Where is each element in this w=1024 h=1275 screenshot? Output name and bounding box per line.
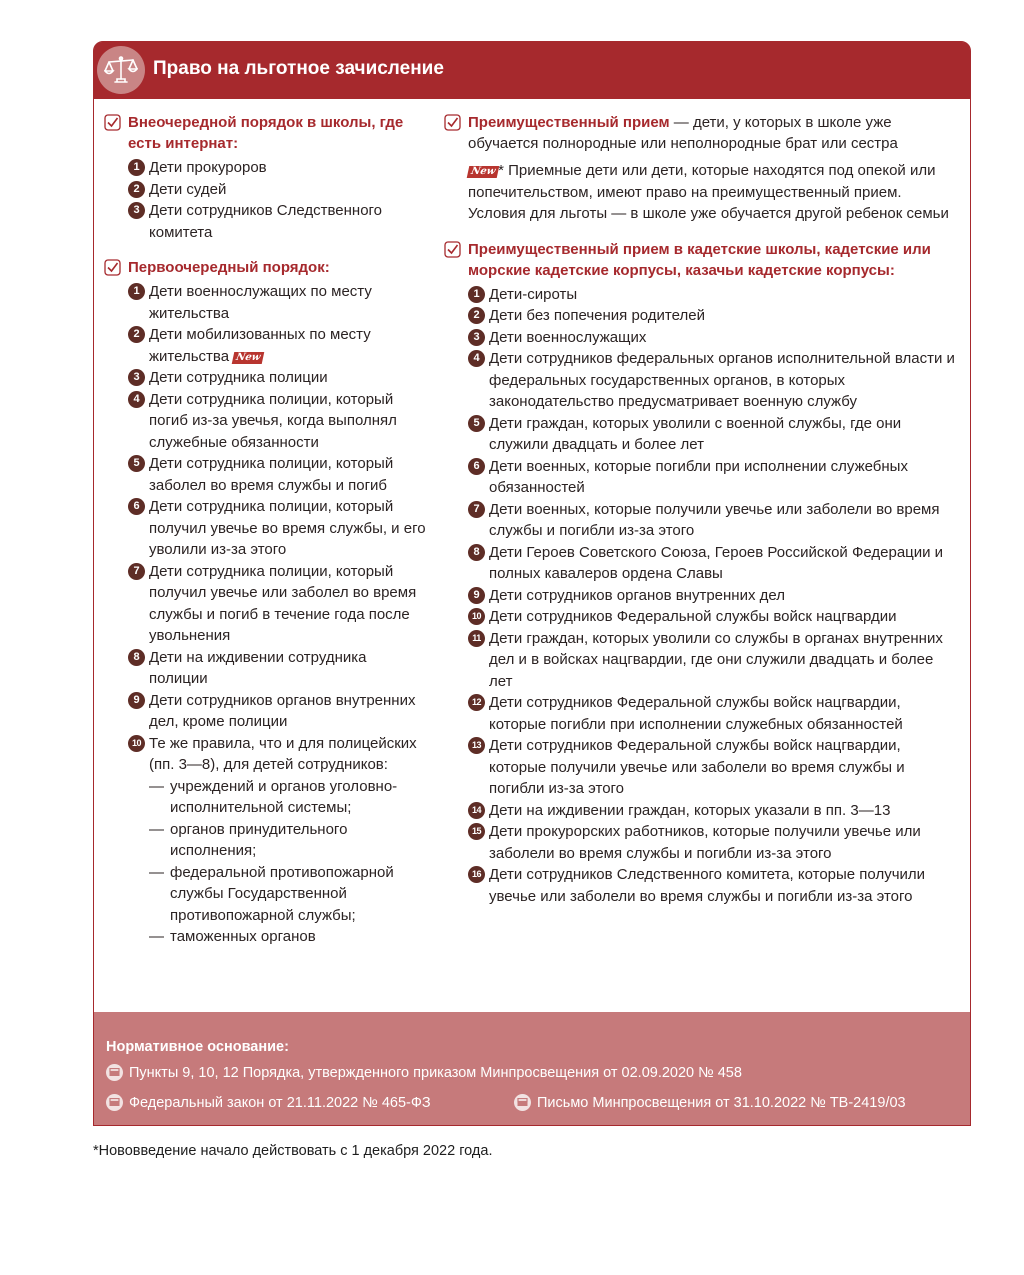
list-item: [468, 499, 956, 542]
sub-item-text: федеральной противопожарной службы Государственной противопожарной службы;: [170, 863, 394, 924]
sub-list-item: [149, 926, 426, 948]
number-badge-icon: 1: [128, 283, 145, 300]
list-item: [468, 542, 956, 585]
number-badge-icon: 13: [468, 737, 485, 754]
item-text: Дети военных, которые получили увечье или заболели во время службы и погибли из-за этого: [489, 500, 940, 539]
number-badge-icon: 4: [468, 350, 485, 367]
item-text: Дети сотрудников Федеральной службы войск нацгвардии: [489, 608, 897, 625]
section-description: — дети, у которых в школе уже обучается полнородные или неполнородные брат или сестра: [468, 114, 898, 152]
section-title: Первоочередный порядок:: [128, 259, 330, 276]
item-text: Дети граждан, которых уволили с военной службы, где они служили двадцать и более лет: [489, 414, 902, 453]
reference-text: Пункты 9, 10, 12 Порядка, утвержденного приказом Минпросвещения от 02.09.2020 № 458: [129, 1064, 742, 1081]
item-text: Дети сотрудника полиции: [149, 369, 328, 386]
item-text: Дети сотрудников Федеральной службы войск нацгвардии, которые получили увечье или заболели во время службы и погибли из-за этого: [489, 737, 905, 797]
section-title: Преимущественный прием: [468, 114, 670, 131]
list-item: [128, 179, 426, 201]
right-column: [444, 112, 956, 921]
item-text: Дети граждан, которых уволили со службы в органах внутренних дел и в войсках нацгвардии, где они служили двадцать и более лет: [489, 629, 943, 690]
sub-item-text: учреждений и органов уголовно-исполнительной системы;: [170, 777, 398, 816]
legal-reference: [514, 1094, 906, 1111]
section-title: Преимущественный прием в кадетские школы, кадетские или морские кадетские корпусы, казачьи кадетские корпусы:: [468, 240, 931, 279]
item-text: Дети сотрудников органов внутренних дел: [489, 586, 785, 604]
item-text: Дети военнослужащих по месту жительства: [149, 283, 372, 322]
number-badge-icon: 16: [468, 866, 485, 883]
reference-text: Письмо Минпросвещения от 31.10.2022 № ТВ-2419/03: [537, 1094, 906, 1111]
item-text: Дети прокуроров: [149, 159, 267, 176]
item-text: Дети сотрудника полиции, который погиб из-за увечья, когда выполнял служебные обязанности: [149, 390, 397, 451]
number-badge-icon: 2: [468, 307, 485, 324]
number-badge-icon: 6: [468, 458, 485, 475]
list-item: [128, 453, 426, 496]
number-badge-icon: 10: [128, 735, 145, 752]
sub-list-item: [149, 819, 426, 862]
footnote: *Нововведение начало действовать с 1 декабря 2022 года.: [93, 1143, 493, 1159]
sub-item-text: таможенных органов: [170, 928, 316, 945]
item-text: Дети прокурорских работников, которые получили увечье или заболели во время службы и погибли из-за этого: [489, 823, 921, 862]
item-text: Дети сотрудника полиции, который получил увечье или заболел во время службы и погиб в течение года после увольнения: [149, 562, 417, 644]
sub-item-text: органов принудительного исполнения;: [170, 820, 348, 859]
list-item: [468, 284, 956, 306]
number-badge-icon: 4: [128, 391, 145, 408]
list-item: [128, 561, 426, 647]
list-item: [468, 864, 956, 907]
checkbox-icon: [444, 241, 461, 258]
item-list: [128, 281, 426, 948]
number-badge-icon: 9: [128, 692, 145, 709]
new-note: [468, 160, 956, 225]
dash-bullet-icon: —: [149, 928, 164, 945]
dash-bullet-icon: —: [149, 777, 164, 795]
section-title: Внеочередной порядок в школы, где есть интернат:: [128, 114, 404, 152]
list-item: [468, 348, 956, 413]
number-badge-icon: 1: [128, 159, 145, 176]
number-badge-icon: 6: [128, 498, 145, 515]
number-badge-icon: 2: [128, 181, 145, 198]
number-badge-icon: 14: [468, 802, 485, 819]
item-text: Дети сотрудников федеральных органов исполнительной власти и федеральных государственных органов, в которых законодательство предусматривает военную службу: [489, 350, 955, 410]
list-item: [128, 324, 426, 367]
number-badge-icon: 7: [128, 563, 145, 580]
section-cadet: [444, 239, 956, 908]
note-text: * Приемные дети или дети, которые находятся под опекой или попечительством, имеют право на преимущественный прием. Условия для льготы — в школе уже обучается другой ребенок семьи: [468, 162, 949, 222]
number-badge-icon: 3: [128, 369, 145, 386]
dash-bullet-icon: —: [149, 820, 164, 838]
number-badge-icon: 7: [468, 501, 485, 518]
list-item: [468, 821, 956, 864]
item-list: [468, 284, 956, 908]
item-text: Дети сотрудника полиции, который получил увечье во время службы, и его уволили из-за этого: [149, 498, 426, 558]
list-item: [128, 647, 426, 690]
new-badge: New: [232, 352, 265, 364]
scales-icon: [97, 46, 145, 94]
item-text: Дети на иждивении сотрудника полиции: [149, 648, 367, 687]
section-text: [468, 112, 956, 154]
number-badge-icon: 3: [468, 329, 485, 346]
card-header: [94, 42, 970, 99]
item-text: Дети Героев Советского Союза, Героев Российской Федерации и полных кавалеров ордена Славы: [489, 543, 944, 582]
list-item: [468, 692, 956, 735]
reference-text: Федеральный закон от 21.11.2022 № 465-ФЗ: [129, 1094, 431, 1111]
number-badge-icon: 3: [128, 202, 145, 219]
sub-list-item: [149, 862, 426, 927]
list-item: [128, 496, 426, 561]
card-title: Право на льготное зачисление: [153, 58, 444, 79]
item-text: Дети мобилизованных по месту жительства: [149, 326, 371, 365]
list-item: [468, 327, 956, 349]
item-text: Дети сотрудников Следственного комитета, которые получили увечье или заболели во время службы и погибли из-за этого: [489, 866, 926, 905]
list-item: [468, 800, 956, 822]
item-text: Те же правила, что и для полицейских (пп. 3—8), для детей сотрудников:: [149, 734, 417, 773]
item-text: Дети без попечения родителей: [489, 307, 705, 324]
list-item: [468, 305, 956, 327]
item-text: Дети сотрудников Следственного комитета: [149, 202, 383, 241]
number-badge-icon: 8: [468, 544, 485, 561]
left-column: [104, 112, 426, 962]
item-text: Дети судей: [149, 180, 227, 198]
list-item: [128, 389, 426, 454]
legal-basis-footer: [94, 1012, 970, 1125]
checkbox-icon: [104, 259, 121, 276]
item-text: Дети сотрудников Федеральной службы войск нацгвардии, которые погибли при исполнении служебных обязанностей: [489, 694, 903, 733]
list-item: [128, 690, 426, 733]
list-item: [468, 606, 956, 628]
list-item: [128, 200, 426, 243]
scalloped-edge: [94, 1006, 970, 1018]
section-priority: [104, 257, 426, 948]
item-text: Дети на иждивении граждан, которых указали в пп. 3—13: [489, 801, 891, 819]
item-list: [128, 157, 426, 243]
list-item: [128, 733, 426, 948]
number-badge-icon: 11: [468, 630, 485, 647]
number-badge-icon: 5: [468, 415, 485, 432]
item-text: Дети-сироты: [489, 285, 578, 303]
document-icon: [514, 1094, 531, 1111]
section-preferential: [444, 112, 956, 225]
new-badge: New: [467, 166, 500, 178]
number-badge-icon: 5: [128, 455, 145, 472]
list-item: [128, 367, 426, 389]
number-badge-icon: 2: [128, 326, 145, 343]
item-text: Дети сотрудников органов внутренних дел, кроме полиции: [149, 691, 416, 730]
item-text: Дети военнослужащих: [489, 328, 647, 346]
number-badge-icon: 8: [128, 649, 145, 666]
list-item: [468, 456, 956, 499]
list-item: [468, 413, 956, 456]
dash-bullet-icon: —: [149, 863, 164, 881]
document-icon: [106, 1064, 123, 1081]
number-badge-icon: 12: [468, 694, 485, 711]
item-text: Дети сотрудника полиции, который заболел во время службы и погиб: [149, 455, 394, 494]
sub-list-item: [149, 776, 426, 819]
document-icon: [106, 1094, 123, 1111]
list-item: [468, 585, 956, 607]
checkbox-icon: [444, 114, 461, 131]
list-item: [128, 281, 426, 324]
number-badge-icon: 1: [468, 286, 485, 303]
list-item: [468, 735, 956, 800]
legal-reference: [106, 1094, 431, 1111]
checkbox-icon: [104, 114, 121, 131]
benefits-card: [93, 41, 971, 1126]
section-extraordinary: [104, 112, 426, 243]
list-item: [468, 628, 956, 693]
footer-title: Нормативное основание:: [106, 1039, 289, 1055]
list-item: [128, 157, 426, 179]
number-badge-icon: 15: [468, 823, 485, 840]
number-badge-icon: 10: [468, 608, 485, 625]
sub-list: [149, 776, 426, 948]
legal-reference: [106, 1064, 742, 1081]
number-badge-icon: 9: [468, 587, 485, 604]
item-text: Дети военных, которые погибли при исполнении служебных обязанностей: [489, 457, 908, 496]
